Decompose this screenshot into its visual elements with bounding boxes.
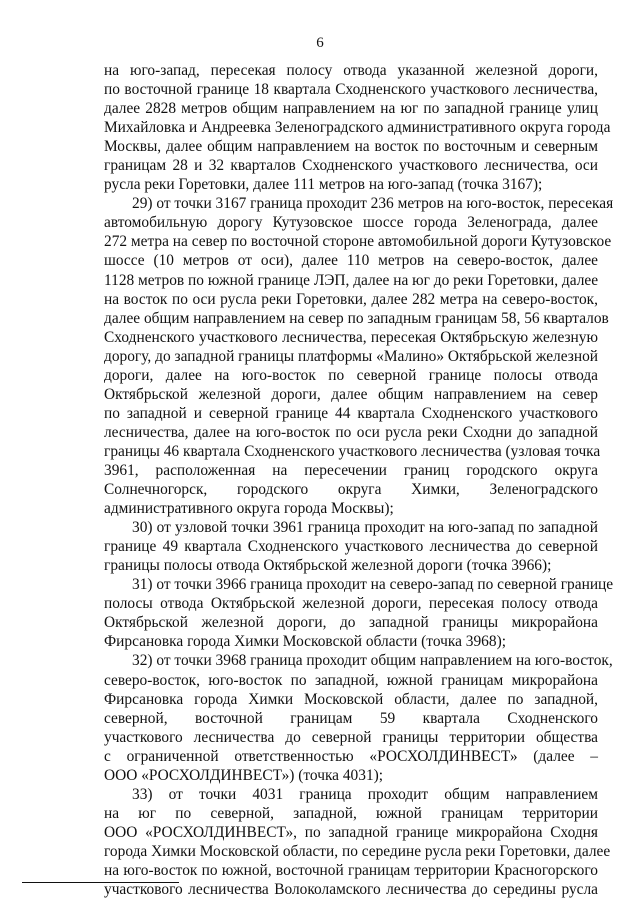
text-line: границы 46 квартала Сходненского участкового лесничества (узловая точка [104, 442, 601, 460]
footnote-separator-line [22, 882, 179, 883]
text-line: далее общим направлением на север по западным границам 58, 56 кварталов [104, 309, 609, 327]
text-line: 30) от узловой точки 3961 граница проходит на юго-запад по западной [132, 519, 598, 537]
text-line: шоссе (10 метров от оси), далее 110 метров на северо-восток, далее [104, 252, 598, 270]
text-line: 3961, расположенная на пересечении границ городского округа [104, 461, 598, 479]
text-line: границы полосы отвода Октябрьской железной дороги (точка 3966); [104, 557, 552, 575]
page-number: 6 [316, 35, 324, 51]
text-line: автомобильную дорогу Кутузовское шоссе города Зеленограда, далее [104, 214, 598, 232]
text-line: северо-восток, юго-восток по западной, южной границам микрорайона [104, 671, 598, 689]
text-line: участкового лесничества до северной границы территории общества [104, 728, 598, 746]
text-line: на юго-восток по южной, восточной границам территории Красногорского [104, 861, 598, 879]
text-line: полосы отвода Октябрьской железной дороги, пересекая полосу отвода [104, 595, 598, 613]
text-line: 31) от точки 3966 граница проходит на северо-запад по северной границе [132, 576, 614, 594]
text-line: Сходненского участкового лесничества, пересекая Октябрьскую железную [104, 328, 598, 346]
text-line: ООО «РОСХОЛДИНВЕСТ») (точка 4031); [104, 766, 384, 784]
text-line: границе 49 квартала Сходненского участкового лесничества до северной [104, 538, 598, 556]
text-line: далее 2828 метров общим направлением на юг по западной границе улиц [104, 100, 598, 118]
text-line: северной, восточной границам 59 квартала Сходненского [104, 709, 598, 727]
text-line: Михайловка и Андреевка Зеленоградского административного округа города [104, 119, 611, 137]
text-line: по западной и северной границе 44 квартала Сходненского участкового [104, 404, 598, 422]
text-line: Фирсановка города Химки Московской области (точка 3968); [104, 633, 506, 651]
text-line: русла реки Горетовки, далее 111 метров на юго-запад (точка 3167); [104, 176, 543, 194]
text-line: с ограниченной ответственностью «РОСХОЛДИНВЕСТ» (далее – [104, 747, 598, 765]
text-line: 29) от точки 3167 граница проходит 236 метров на юго-восток, пересекая [132, 195, 614, 213]
text-line: границам 28 и 32 кварталов Сходненского участкового лесничества, оси [104, 157, 598, 175]
text-line: дороги, далее на юго-восток по северной границе полосы отвода [104, 366, 598, 384]
text-line: участкового лесничества Волоколамского лесничества до середины русла [104, 881, 598, 899]
text-line: Солнечногорск, городского округа Химки, Зеленоградского [104, 481, 598, 499]
text-line: на юго-запад, пересекая полосу отвода указанной железной дороги, [104, 62, 598, 79]
text-line: ООО «РОСХОЛДИНВЕСТ», по западной границе микрорайона Сходня [104, 823, 598, 841]
text-line: 32) от точки 3968 граница проходит общим направлением на юго-восток, [132, 652, 613, 670]
text-line: 33) от точки 4031 граница проходит общим направлением [132, 785, 598, 803]
text-line: 1128 метров по южной границе ЛЭП, далее на юг до реки Горетовки, далее [104, 271, 599, 289]
text-line: лесничества, далее на юго-восток по оси русла реки Сходни до западной [104, 423, 598, 441]
text-line: по восточной границе 18 квартала Сходненского участкового лесничества, [104, 81, 598, 99]
text-line: на восток по оси русла реки Горетовки, далее 282 метра на северо-восток, [104, 290, 598, 308]
text-line: дорогу, до западной границы платформы «Малино» Октябрьской железной [104, 347, 598, 365]
text-line: Октябрьской железной дороги, далее общим направлением на север [104, 385, 598, 403]
text-line: на юг по северной, западной, южной границам территории [104, 804, 598, 822]
text-line: Москвы, далее общим направлением на восток по восточным и северным [104, 138, 598, 156]
text-line: города Химки Московской области, по середине русла реки Горетовки, далее [104, 842, 611, 860]
text-line: административного округа города Москвы); [104, 500, 394, 518]
document-body-text [104, 61, 614, 899]
text-line: Фирсановка города Химки Московской области, далее по западной, [104, 690, 598, 708]
text-line: Октябрьской железной дороги, до западной границы микрорайона [104, 614, 598, 632]
text-line: 272 метра на север по восточной стороне автомобильной дороги Кутузовское [104, 233, 612, 251]
